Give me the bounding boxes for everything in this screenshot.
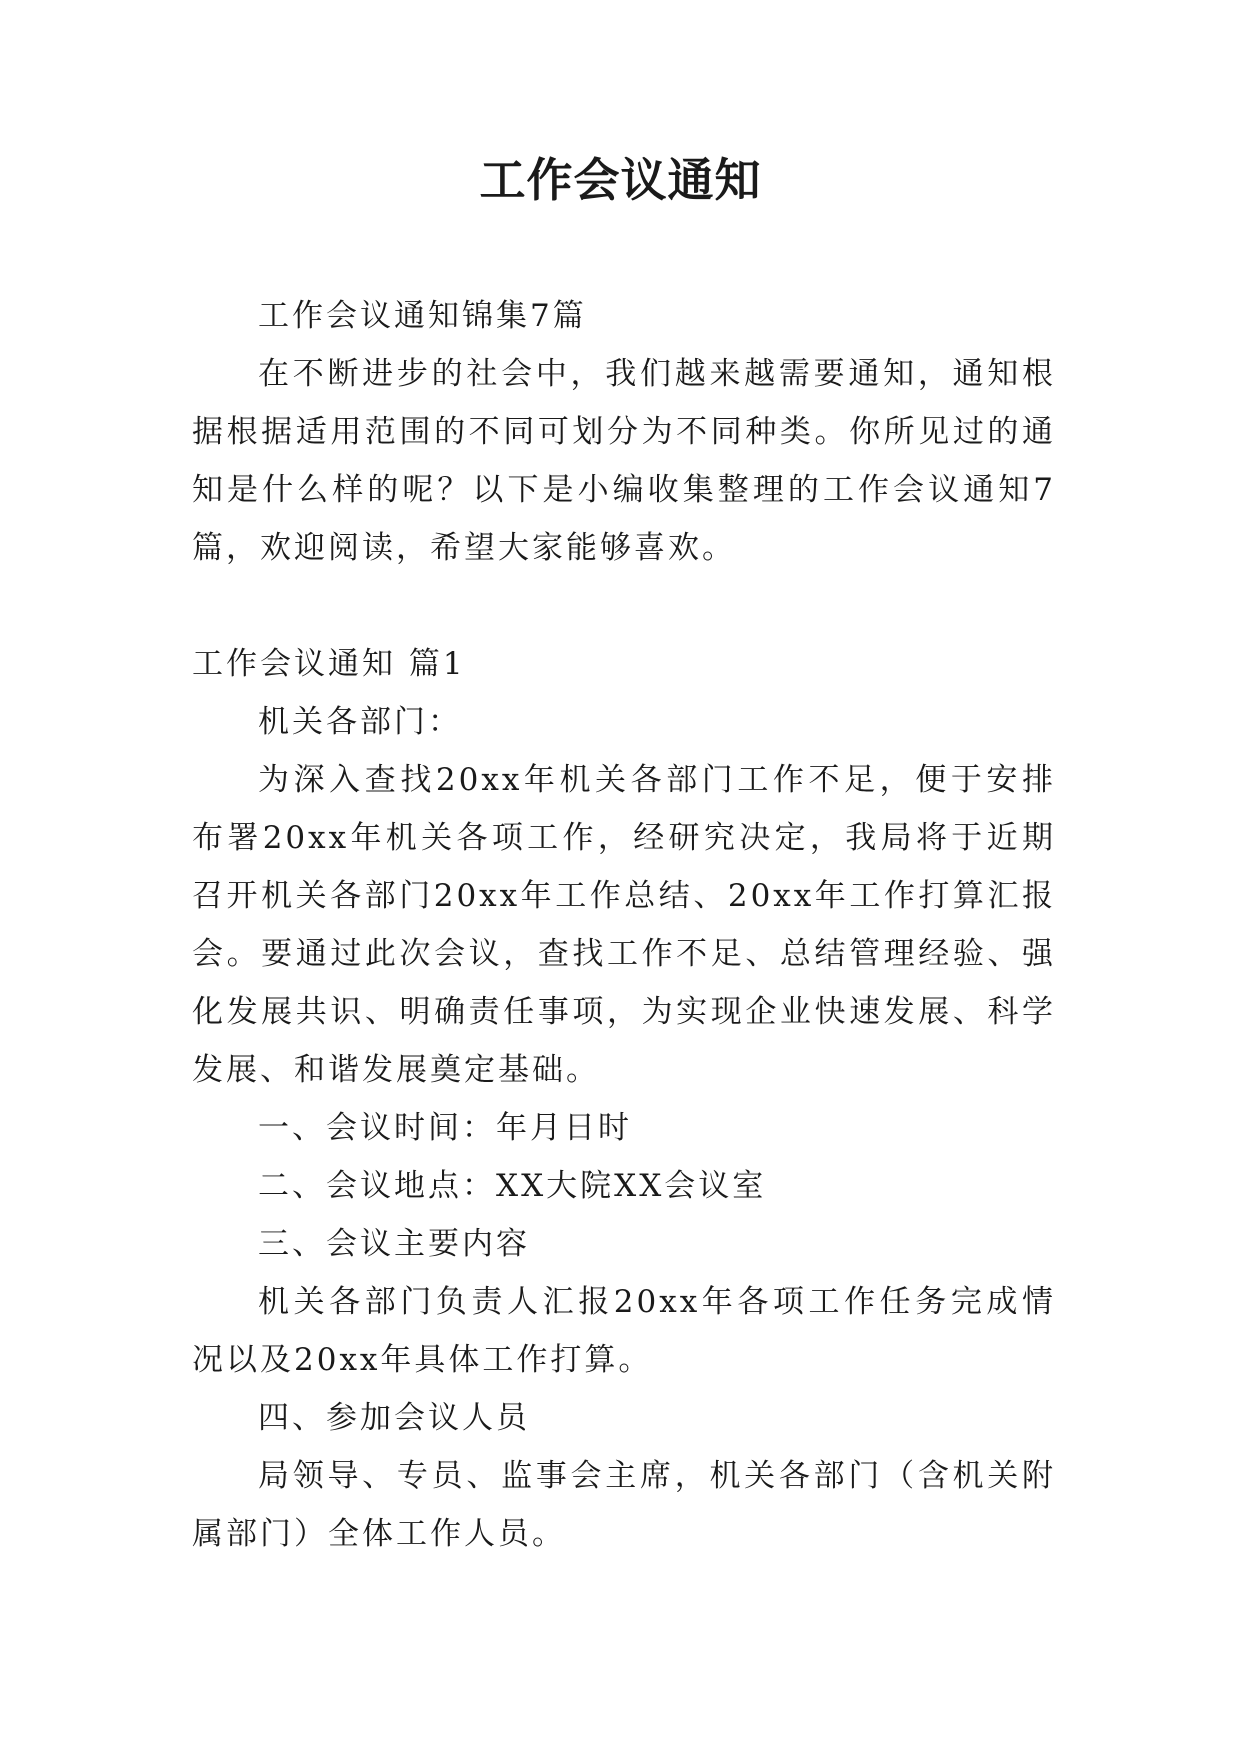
meeting-time: 一、会议时间：年月日时 bbox=[258, 1110, 632, 1146]
section-heading: 工作会议通知 篇1 bbox=[192, 646, 466, 682]
attendees-text: 局领导、专员、监事会主席，机关各部门（含机关附属部门）全体工作人员。 bbox=[192, 1458, 1056, 1552]
meeting-location: 二、会议地点：XX大院XX会议室 bbox=[258, 1168, 767, 1204]
attendees-heading: 四、参加会议人员 bbox=[258, 1400, 530, 1436]
meeting-content-text: 机关各部门负责人汇报20xx年各项工作任务完成情况以及20xx年具体工作打算。 bbox=[192, 1284, 1056, 1378]
collection-subtitle: 工作会议通知锦集7篇 bbox=[258, 298, 587, 334]
salutation: 机关各部门： bbox=[258, 704, 462, 740]
main-paragraph: 为深入查找20xx年机关各部门工作不足，便于安排布署20xx年机关各项工作，经研究决定，我局将于近期召开机关各部门20xx年工作总结、20xx年工作打算汇报会。要通过此次会议，查找工作不足、总结管理经验、强化发展共识、明确责任事项，为实现企业快速发展、科学发展、和谐发展奠定基础。 bbox=[192, 762, 1056, 1088]
meeting-content-heading: 三、会议主要内容 bbox=[258, 1226, 530, 1262]
spacer bbox=[192, 577, 1056, 635]
intro-paragraph: 在不断进步的社会中，我们越来越需要通知，通知根据根据适用范围的不同可划分为不同种类。你所见过的通知是什么样的呢？以下是小编收集整理的工作会议通知7篇，欢迎阅读，希望大家能够喜欢。 bbox=[192, 356, 1056, 566]
document-body bbox=[192, 287, 1056, 1563]
document-title: 工作会议通知 bbox=[479, 153, 762, 207]
